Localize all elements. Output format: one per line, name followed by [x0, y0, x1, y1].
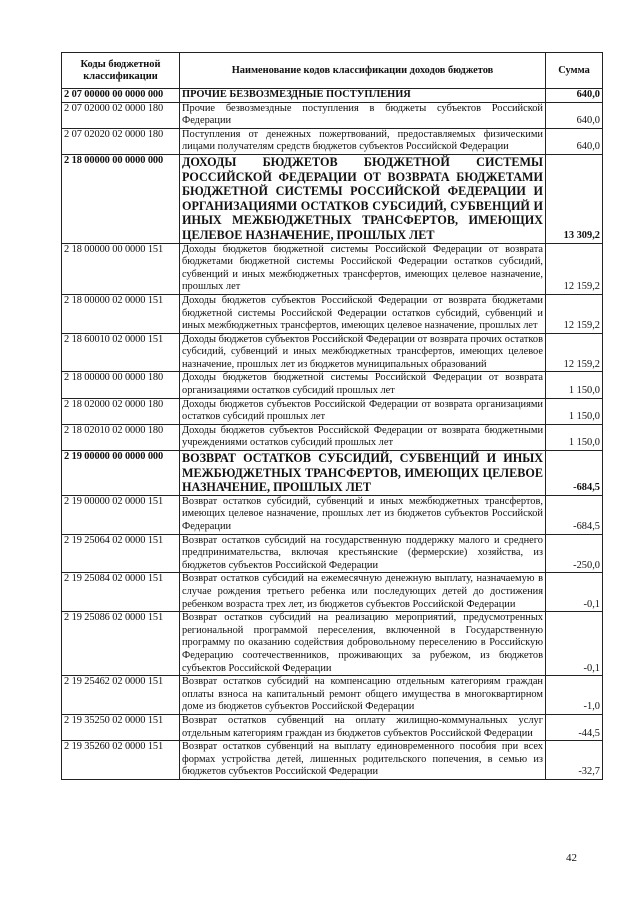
row-sum: 13 309,2 [546, 154, 603, 243]
row-name: Доходы бюджетов субъектов Российской Федерации от возврата бюджетными учреждениями остатков субсидий прошлых лет [180, 424, 546, 450]
row-code: 2 18 00000 00 0000 151 [62, 243, 180, 294]
row-name: Возврат остатков субсидий на реализацию мероприятий, предусмотренных региональной программой переселения, включенной в Государственную программу по оказанию содействия добровольному переселению в Российскую Федерацию соотечественников, проживающих за рубежом, из бюджетов субъектов Российской Федерации [180, 612, 546, 676]
table-row [62, 154, 603, 243]
row-name: ПРОЧИЕ БЕЗВОЗМЕЗДНЫЕ ПОСТУПЛЕНИЯ [180, 89, 546, 103]
revenue-table [61, 52, 603, 780]
row-name: Возврат остатков субвенций на выплату единовременного пособия при всех формах устройства детей, лишенных родительского попечения, в семью из бюджетов субъектов Российской Федерации [180, 741, 546, 780]
row-name: Возврат остатков субсидий на государственную поддержку малого и среднего предпринимательства, включая крестьянские (фермерские) хозяйства, из бюджетов субъектов Российской Федерации [180, 534, 546, 573]
row-name: Возврат остатков субсидий на ежемесячную денежную выплату, назначаемую в случае рождения третьего ребенка или последующих детей до достижения ребенком возраста трех лет, из бюджетов субъектов Российской Федерации [180, 573, 546, 612]
row-sum: -250,0 [546, 534, 603, 573]
header-sum: Сумма [546, 53, 603, 89]
row-sum: 640,0 [546, 128, 603, 154]
row-sum: -684,5 [546, 451, 603, 496]
row-name: Доходы бюджетов субъектов Российской Федерации от возврата организациями остатков субсидий прошлых лет [180, 398, 546, 424]
row-name: Доходы бюджетов бюджетной системы Российской Федерации от возврата бюджетами бюджетной системы Российской Федерации остатков субсидий, субвенций и иных межбюджетных трансфертов, имеющих целевое назначение, прошлых лет [180, 243, 546, 294]
table-row [62, 573, 603, 612]
row-name: Доходы бюджетов субъектов Российской Федерации от возврата бюджетами бюджетной системы Российской Федерации остатков субсидий, субвенций и иных межбюджетных трансфертов, имеющих целевое назначение, прошлых лет [180, 294, 546, 333]
row-name: Возврат остатков субсидий на компенсацию отдельным категориям граждан оплаты взноса на капитальный ремонт общего имущества в многоквартирном доме из бюджетов субъектов Российской Федерации [180, 676, 546, 715]
table-row [62, 294, 603, 333]
row-code: 2 18 00000 00 0000 180 [62, 372, 180, 398]
table-header-row [62, 53, 603, 89]
row-name: ВОЗВРАТ ОСТАТКОВ СУБСИДИЙ, СУБВЕНЦИЙ И ИНЫХ МЕЖБЮДЖЕТНЫХ ТРАНСФЕРТОВ, ИМЕЮЩИХ ЦЕЛЕВОЕ НАЗНАЧЕНИЕ, ПРОШЛЫХ ЛЕТ [180, 451, 546, 496]
row-sum: -0,1 [546, 573, 603, 612]
table-row [62, 676, 603, 715]
table-row [62, 495, 603, 534]
row-name: Поступления от денежных пожертвований, предоставляемых физическими лицами получателям средств бюджетов субъектов Российской Федерации [180, 128, 546, 154]
row-sum: 12 159,2 [546, 294, 603, 333]
row-sum: 640,0 [546, 102, 603, 128]
table-row [62, 243, 603, 294]
table-row [62, 424, 603, 450]
table-row [62, 333, 603, 372]
row-code: 2 07 02020 02 0000 180 [62, 128, 180, 154]
row-sum: 1 150,0 [546, 372, 603, 398]
row-code: 2 19 25064 02 0000 151 [62, 534, 180, 573]
table-row [62, 741, 603, 780]
row-sum: 12 159,2 [546, 243, 603, 294]
row-code: 2 18 60010 02 0000 151 [62, 333, 180, 372]
row-code: 2 07 02000 02 0000 180 [62, 102, 180, 128]
row-code: 2 19 00000 00 0000 000 [62, 451, 180, 496]
row-sum: 1 150,0 [546, 424, 603, 450]
row-name: ДОХОДЫ БЮДЖЕТОВ БЮДЖЕТНОЙ СИСТЕМЫ РОССИЙСКОЙ ФЕДЕРАЦИИ ОТ ВОЗВРАТА БЮДЖЕТАМИ БЮДЖЕТНОЙ СИСТЕМЫ РОССИЙСКОЙ ФЕДЕРАЦИИ И ОРГАНИЗАЦИЯМИ ОСТАТКОВ СУБСИДИЙ, СУБВЕНЦИЙ И ИНЫХ МЕЖБЮДЖЕТНЫХ ТРАНСФЕРТОВ, ИМЕЮЩИХ ЦЕЛЕВОЕ НАЗНАЧЕНИЕ, ПРОШЛЫХ ЛЕТ [180, 154, 546, 243]
row-code: 2 19 00000 02 0000 151 [62, 495, 180, 534]
row-name: Прочие безвозмездные поступления в бюджеты субъектов Российской Федерации [180, 102, 546, 128]
page-number: 42 [566, 852, 577, 864]
row-code: 2 19 25086 02 0000 151 [62, 612, 180, 676]
table-row [62, 451, 603, 496]
row-sum: -44,5 [546, 714, 603, 740]
row-sum: -0,1 [546, 612, 603, 676]
row-sum: -32,7 [546, 741, 603, 780]
table-row [62, 612, 603, 676]
row-sum: -1,0 [546, 676, 603, 715]
row-sum: 640,0 [546, 89, 603, 103]
row-sum: 12 159,2 [546, 333, 603, 372]
table-row [62, 372, 603, 398]
header-code: Коды бюджетной классификации [62, 53, 180, 89]
table-row [62, 102, 603, 128]
row-code: 2 19 25462 02 0000 151 [62, 676, 180, 715]
table-row [62, 714, 603, 740]
row-code: 2 18 00000 00 0000 000 [62, 154, 180, 243]
document-sheet [61, 52, 602, 780]
row-name: Возврат остатков субсидий, субвенций и иных межбюджетных трансфертов, имеющих целевое назначение, прошлых лет из бюджетов субъектов Российской Федерации [180, 495, 546, 534]
row-sum: -684,5 [546, 495, 603, 534]
row-code: 2 07 00000 00 0000 000 [62, 89, 180, 103]
row-code: 2 19 25084 02 0000 151 [62, 573, 180, 612]
row-name: Возврат остатков субвенций на оплату жилищно-коммунальных услуг отдельным категориям граждан из бюджетов субъектов Российской Федерации [180, 714, 546, 740]
table-row [62, 534, 603, 573]
table-row [62, 398, 603, 424]
row-code: 2 19 35260 02 0000 151 [62, 741, 180, 780]
row-code: 2 18 02010 02 0000 180 [62, 424, 180, 450]
row-code: 2 19 35250 02 0000 151 [62, 714, 180, 740]
row-name: Доходы бюджетов субъектов Российской Федерации от возврата прочих остатков субсидий, субвенций и иных межбюджетных трансфертов, имеющих целевое назначение, прошлых лет из бюджетов муниципальных образований [180, 333, 546, 372]
header-name: Наименование кодов классификации доходов бюджетов [180, 53, 546, 89]
row-code: 2 18 00000 02 0000 151 [62, 294, 180, 333]
row-name: Доходы бюджетов бюджетной системы Российской Федерации от возврата организациями остатков субсидий прошлых лет [180, 372, 546, 398]
row-code: 2 18 02000 02 0000 180 [62, 398, 180, 424]
table-row [62, 128, 603, 154]
row-sum: 1 150,0 [546, 398, 603, 424]
table-row [62, 89, 603, 103]
